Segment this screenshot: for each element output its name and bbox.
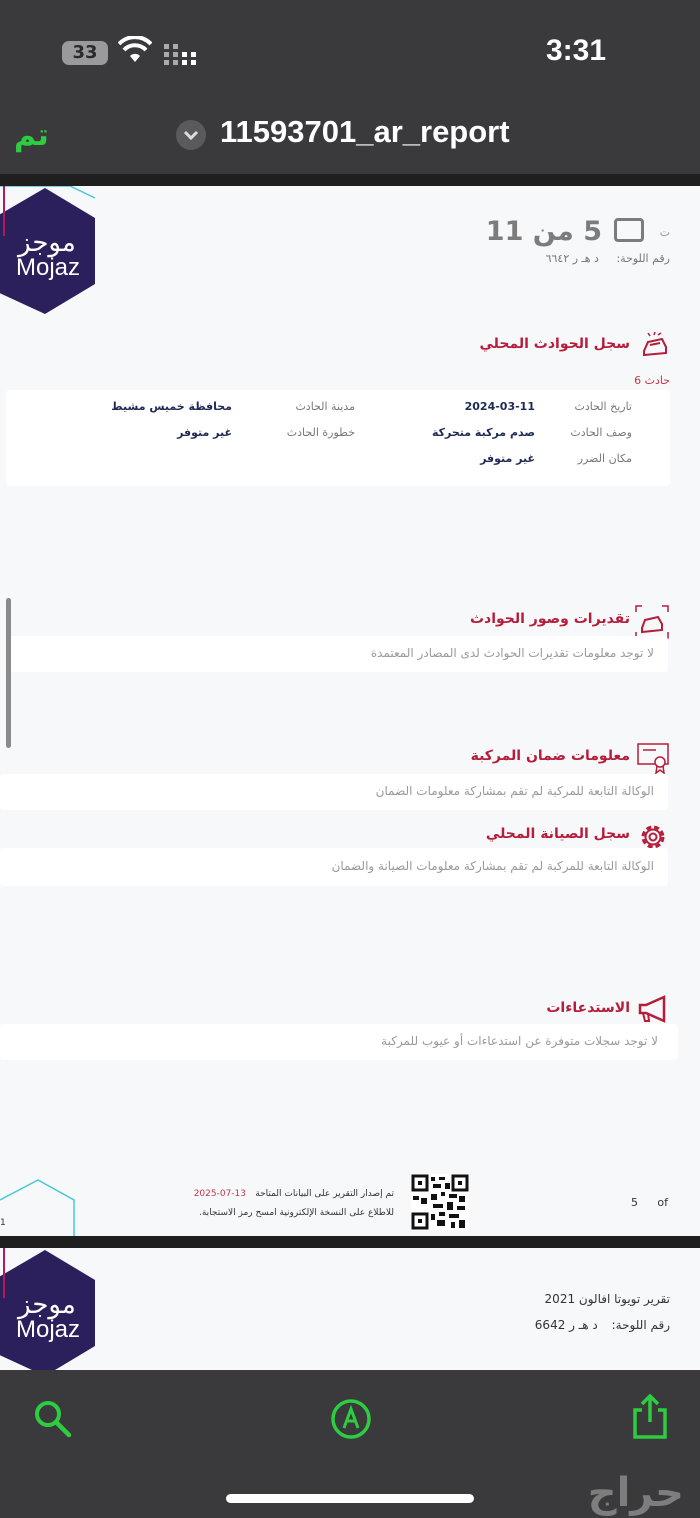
logo-text-ar-2: موجز	[18, 1290, 76, 1320]
accidents-section-title: سجل الحوادث المحلي	[479, 336, 630, 352]
accident-number: حادث 6	[634, 374, 670, 387]
accident-city-label: مدينة الحادث	[295, 400, 355, 413]
scroll-indicator[interactable]	[6, 598, 11, 748]
estimates-text: لا توجد معلومات تقديرات الحوادث لدى المصادر المعتمدة	[370, 646, 654, 660]
clock: 3:31	[545, 34, 606, 67]
plate-label: رقم اللوحة:	[616, 252, 670, 265]
recalls-text: لا توجد سجلات متوفرة عن استدعاءات أو عيوب للمركبة	[381, 1034, 658, 1048]
home-indicator[interactable]	[226, 1494, 474, 1503]
search-icon[interactable]	[32, 1398, 72, 1438]
maintenance-section-title: سجل الصيانة المحلي	[485, 826, 630, 842]
maintenance-text: الوكالة التابعة للمركبة لم تقم بمشاركة معلومات الصيانة والضمان	[331, 859, 654, 873]
estimates-card	[8, 636, 668, 672]
megaphone-icon	[636, 994, 670, 1024]
accident-date-label: تاريخ الحادث	[574, 400, 632, 413]
damage-photo-icon	[634, 604, 670, 640]
accident-description-label: وصف الحادث	[570, 426, 632, 439]
plate-label-2: رقم اللوحة:	[611, 1318, 670, 1332]
status-bar	[0, 0, 700, 100]
markup-icon[interactable]	[330, 1398, 372, 1440]
page-divider	[0, 174, 700, 186]
maintenance-card	[0, 848, 668, 886]
footer-issued-text: تم إصدار التقرير على البيانات المتاحة	[255, 1189, 394, 1199]
warranty-section-title: معلومات ضمان المركبة	[470, 748, 630, 764]
logo-text-en: Mojaz	[16, 254, 81, 281]
car-crash-icon	[640, 331, 670, 361]
document-title: 11593701_ar_report	[220, 114, 510, 149]
damage-location-label: مكان الضرر	[577, 452, 632, 465]
title-menu-button[interactable]	[176, 120, 206, 150]
chevron-down-icon	[176, 120, 206, 150]
estimates-section-title: تقديرات وصور الحوادث	[469, 611, 630, 627]
accident-card	[6, 390, 670, 486]
page-icon	[614, 218, 644, 242]
battery-indicator: 33	[62, 41, 108, 65]
plate-number-2	[535, 1318, 670, 1332]
report-page-next[interactable]	[0, 1248, 700, 1370]
footer-page-number: 5	[631, 1196, 638, 1209]
page-header-letter: ت	[659, 226, 670, 239]
report-page[interactable]	[0, 186, 700, 1236]
watermark: حراج	[587, 1470, 684, 1516]
accident-city-value: محافظة خميس مشيط	[111, 400, 232, 413]
accident-severity-label: خطورة الحادث	[286, 426, 355, 439]
logo-text-ar: موجز	[18, 228, 76, 258]
page-indicator: 5 من 11	[485, 216, 602, 247]
footer-scan-text: للاطلاع على النسخة الإلكترونية امسح رمز الاستجابة.	[199, 1208, 394, 1218]
logo-text-en-2: Mojaz	[16, 1316, 81, 1343]
accident-severity-value: غير متوفر	[177, 426, 232, 439]
done-button[interactable]: تم	[14, 118, 49, 153]
warranty-text: الوكالة التابعة للمركبة لم تقم بمشاركة معلومات الضمان	[375, 784, 654, 798]
wifi-icon	[118, 36, 152, 64]
certificate-icon	[636, 742, 670, 774]
warranty-card	[0, 774, 668, 810]
share-icon[interactable]	[630, 1394, 670, 1440]
qr-code[interactable]	[411, 1174, 469, 1230]
recalls-section-title: الاستدعاءات	[546, 1000, 630, 1016]
footer-date: 2025-07-13	[193, 1189, 246, 1199]
accident-description-value: صدم مركبة متحركة	[431, 426, 535, 439]
signal-icon	[164, 42, 200, 66]
plate-value-2: د هـ ر 6642	[534, 1318, 598, 1332]
plate-number	[546, 252, 670, 265]
plate-value: د هـ ر ٦٦٤٢	[545, 252, 599, 265]
recalls-card	[0, 1024, 678, 1060]
footer-logo-shape	[0, 1178, 78, 1236]
report-vehicle-title: تقرير تويوتا افالون 2021	[544, 1292, 670, 1306]
footer-of: of	[657, 1196, 668, 1209]
damage-location-value: غير متوفر	[480, 452, 535, 465]
page-divider-2	[0, 1236, 700, 1248]
accident-date-value: 2024-03-11	[464, 400, 535, 413]
footer-corner-number: 1	[0, 1218, 6, 1228]
